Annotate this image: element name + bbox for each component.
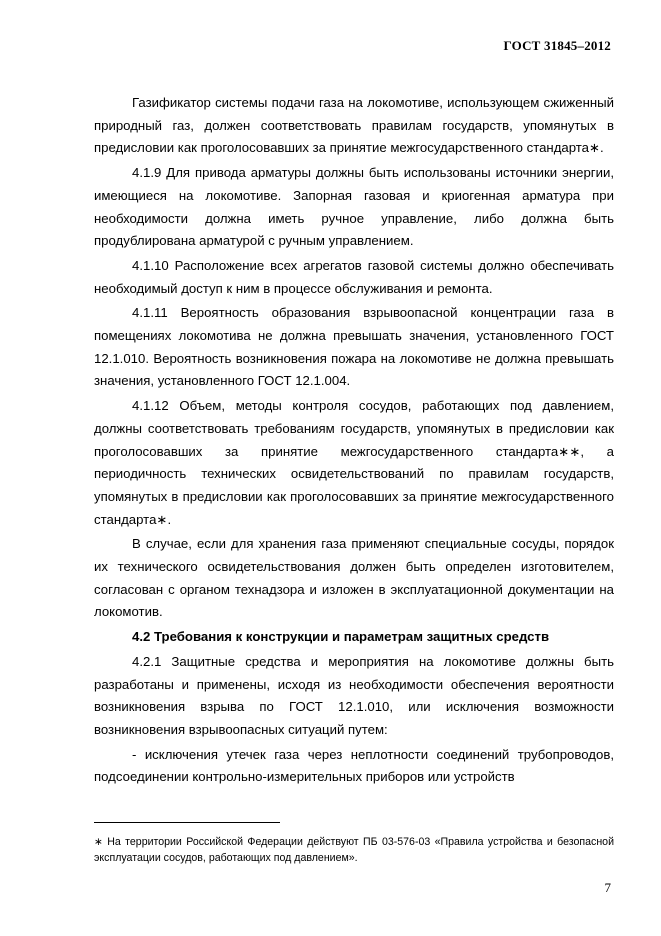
paragraph-vessels: В случае, если для хранения газа применяют специальные сосуды, порядок их технического освидетельствования должен быть определен изготовителем, согласован с органом технадзора и изложен в эксплуатационной документации на локомотив. [94,536,614,620]
footnote: ∗ На территории Российской Федерации действуют ПБ 03-576-03 «Правила устройства и безопасной эксплуатации сосудов, работающих под давлением». [94,836,614,864]
standard-header: ГОСТ 31845–2012 [503,38,611,53]
document-body [94,92,614,791]
paragraph-4-2-1: 4.2.1 Защитные средства и мероприятия на локомотиве должны быть разработаны и применены, исходя из необходимости обеспечения вероятности возникновения взрыва по ГОСТ 12.1.010, или исключения возможности возникновения взрывоопасных ситуаций путем: [94,653,614,737]
paragraph-4-1-12: 4.1.12 Объем, методы контроля сосудов, работающих под давлением, должны соответствовать требованиям государств, упомянутых в предисловии как проголосовавших за принятие межгосударственного стандарта∗∗, а периодичность технических освидетельствований по правилам государств, упомянутых в предисловии как проголосовавших за принятие межгосударственного стандарта∗. [94,398,614,527]
paragraph-4-1-11: 4.1.11 Вероятность образования взрывоопасной концентрации газа в помещениях локомотива не должна превышать значения, установленного ГОСТ 12.1.010. Вероятность возникновения пожара на локомотиве не должна превышать значения, установленного ГОСТ 12.1.004. [94,305,614,389]
paragraph-4-1-9: 4.1.9 Для привода арматуры должны быть использованы источники энергии, имеющиеся на локомотиве. Запорная газовая и криогенная арматура при необходимости должна иметь ручное управление, либо должна быть продублирована арматурой с ручным управлением. [94,165,614,249]
footnote-divider [94,822,280,823]
page-number: 7 [604,880,611,895]
paragraph-gasifier: Газификатор системы подачи газа на локомотиве, использующем сжиженный природный газ, должен соответствовать правилам государств, упомянутых в предисловии как проголосовавших за принятие межгосударственного стандарта∗. [94,95,614,156]
paragraph-4-1-10: 4.1.10 Расположение всех агрегатов газовой системы должно обеспечивать необходимый доступ к ним в процессе обслуживания и ремонта. [94,257,614,296]
section-heading-4-2: 4.2 Требования к конструкции и параметрам защитных средств [132,629,550,645]
paragraph-list-item: - исключения утечек газа через неплотности соединений трубопроводов, подсоединении контрольно-измерительных приборов или устройств [94,746,614,785]
